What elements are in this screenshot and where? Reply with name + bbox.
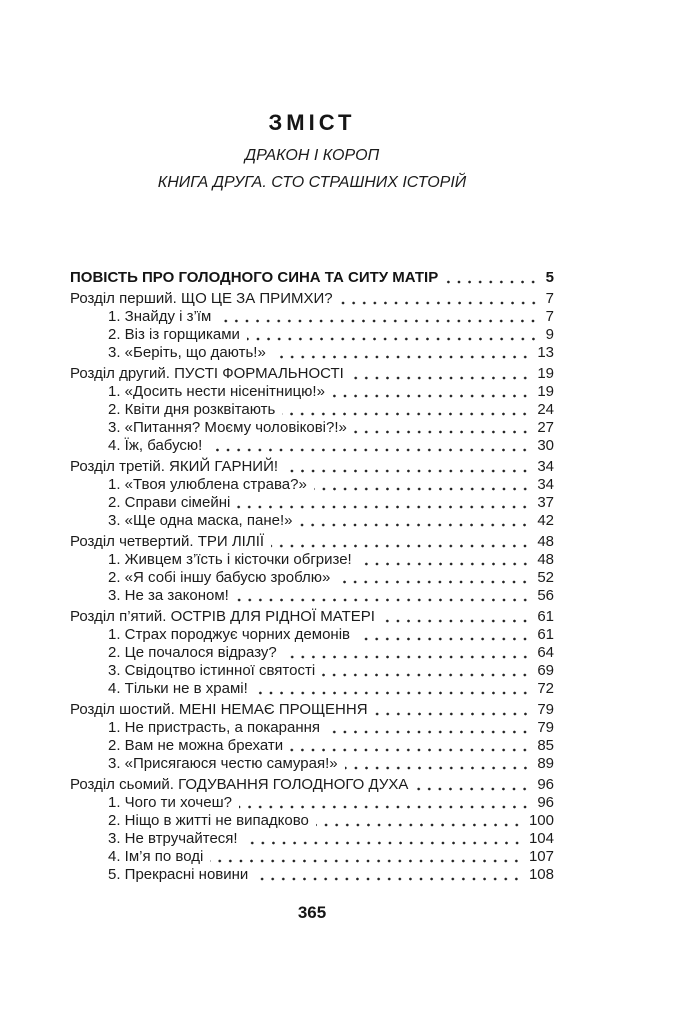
- toc-entry-label: 3. «Ще одна маска, пане!»: [108, 512, 293, 529]
- toc-entry-label: Розділ сьомий. ГОДУВАННЯ ГОЛОДНОГО ДУХА: [70, 776, 409, 793]
- toc-entry-page: 19: [537, 365, 554, 382]
- toc-entry-page: 107: [528, 848, 554, 865]
- toc-entry-page: 52: [537, 569, 554, 586]
- toc-entry-label: 4. Їж, бабусю!: [108, 437, 203, 454]
- toc-entry-page: 27: [537, 419, 554, 436]
- toc-entry-page: 79: [537, 719, 554, 736]
- toc-entry-page: 30: [537, 437, 554, 454]
- toc-entry-label: 4. Ім’я по воді: [108, 848, 204, 865]
- page-title: ЗМІСТ: [268, 110, 356, 135]
- dot-leader: [218, 308, 538, 326]
- toc-entry-page: 5: [545, 269, 554, 286]
- toc-entry-page: 69: [537, 662, 554, 679]
- toc-entry-label: 3. «Беріть, що дають!»: [108, 344, 266, 361]
- toc-entry: [70, 626, 554, 644]
- toc-entry-label: 1. Живцем з’їсть і кісточки обгризе!: [108, 551, 352, 568]
- toc-entry-label: Розділ третій. ЯКИЙ ГАРНИЙ!: [70, 458, 279, 475]
- toc-entry: [70, 701, 554, 719]
- dot-leader: [255, 866, 522, 884]
- dot-leader: [337, 569, 530, 587]
- dot-leader: [290, 737, 530, 755]
- toc-entry: [70, 830, 554, 848]
- toc-entry-label: 1. Чого ти хочеш?: [108, 794, 232, 811]
- toc-entry: [70, 755, 554, 773]
- toc-entry: [70, 419, 554, 437]
- toc-entry-page: 79: [537, 701, 554, 718]
- dot-leader: [351, 365, 531, 383]
- dot-leader: [271, 533, 530, 551]
- dot-leader: [237, 494, 530, 512]
- dot-leader: [282, 401, 530, 419]
- toc-entry: [70, 290, 554, 308]
- toc-entry-label: Розділ п’ятий. ОСТРІВ ДЛЯ РІДНОЇ МАТЕРІ: [70, 608, 375, 625]
- toc-entry: [70, 494, 554, 512]
- toc-entry-page: 61: [537, 608, 554, 625]
- dot-leader: [322, 662, 530, 680]
- toc-entry-page: 24: [537, 401, 554, 418]
- toc-entry: [70, 608, 554, 626]
- dot-leader: [210, 848, 522, 866]
- toc-entry-page: 48: [537, 551, 554, 568]
- toc-entry-label: 3. Не за законом!: [108, 587, 229, 604]
- toc-entry-label: 4. Тільки не в храмі!: [108, 680, 248, 697]
- toc-entry-page: 61: [537, 626, 554, 643]
- toc-entry-label: 2. Це почалося відразу?: [108, 644, 277, 661]
- toc-entry-page: 34: [537, 458, 554, 475]
- toc-entry-page: 85: [537, 737, 554, 754]
- toc-entry-page: 96: [537, 794, 554, 811]
- toc-entry: [70, 587, 554, 605]
- dot-leader: [332, 383, 530, 401]
- toc-entry-label: 2. Віз із горщиками: [108, 326, 240, 343]
- toc-entry-label: ПОВІСТЬ ПРО ГОЛОДНОГО СИНА ТА СИТУ МАТІР: [70, 269, 439, 286]
- dot-leader: [382, 608, 530, 626]
- dot-leader: [340, 290, 539, 308]
- dot-leader: [327, 719, 530, 737]
- toc-entry: [70, 308, 554, 326]
- toc-entry: [70, 866, 554, 884]
- toc-entry-page: 96: [537, 776, 554, 793]
- book-title: ДРАКОН І КОРОП: [244, 147, 380, 164]
- toc-entry: [70, 326, 554, 344]
- dot-leader: [239, 794, 530, 812]
- toc-entry-label: Розділ шостий. МЕНІ НЕМАЄ ПРОЩЕННЯ: [70, 701, 368, 718]
- toc-entry-page: 89: [537, 755, 554, 772]
- toc-entry: [70, 569, 554, 587]
- toc-entry-label: 5. Прекрасні новини: [108, 866, 249, 883]
- toc-entry: [70, 437, 554, 455]
- toc-entry: [70, 512, 554, 530]
- dot-leader: [236, 587, 531, 605]
- dot-leader: [255, 680, 531, 698]
- dot-leader: [345, 755, 531, 773]
- toc-entry-label: 1. Страх породжує чорних демонів: [108, 626, 350, 643]
- toc-entry-label: Розділ перший. ЩО ЦЕ ЗА ПРИМХИ?: [70, 290, 333, 307]
- toc-entry: [70, 812, 554, 830]
- toc-entry-page: 100: [528, 812, 554, 829]
- dot-leader: [357, 626, 530, 644]
- toc-entry-page: 9: [545, 326, 554, 343]
- toc-entry: [70, 458, 554, 476]
- toc-entry: [70, 269, 554, 287]
- toc-entry: [70, 365, 554, 383]
- dot-leader: [247, 326, 539, 344]
- toc-entry-page: 7: [545, 308, 554, 325]
- toc-entry-page: 56: [537, 587, 554, 604]
- book-subtitle: КНИГА ДРУГА. СТО СТРАШНИХ ІСТОРІЙ: [157, 174, 467, 191]
- dot-leader: [316, 812, 522, 830]
- dot-leader: [284, 644, 531, 662]
- content-column: [70, 0, 554, 922]
- toc-entry: [70, 344, 554, 362]
- dot-leader: [354, 419, 530, 437]
- dot-leader: [314, 476, 530, 494]
- toc-entry: [70, 401, 554, 419]
- toc-entry-label: 2. Справи сімейні: [108, 494, 231, 511]
- toc-entry-label: 3. Не втручайтеся!: [108, 830, 238, 847]
- toc-entry: [70, 680, 554, 698]
- toc-entry-page: 48: [537, 533, 554, 550]
- toc-entry: [70, 533, 554, 551]
- toc-entry: [70, 737, 554, 755]
- toc-entry: [70, 719, 554, 737]
- toc-entry-label: Розділ четвертий. ТРИ ЛІЛІЇ: [70, 533, 265, 550]
- toc-entry-label: 1. «Досить нести нісенітницю!»: [108, 383, 325, 400]
- page-number: 365: [297, 903, 327, 922]
- dot-leader: [415, 776, 530, 794]
- dot-leader: [273, 344, 531, 362]
- toc-entry-page: 7: [545, 290, 554, 307]
- dot-leader: [299, 512, 530, 530]
- toc-entry-label: 2. Ніщо в житті не випадково: [108, 812, 309, 829]
- toc-entry-page: 104: [528, 830, 554, 847]
- toc-entry-label: 1. Знайду і з’їм: [108, 308, 212, 325]
- toc-entry-page: 72: [537, 680, 554, 697]
- toc-entry: [70, 551, 554, 569]
- toc-entry: [70, 776, 554, 794]
- toc-entry: [70, 383, 554, 401]
- toc-entry: [70, 662, 554, 680]
- toc-entry-label: 3. Свідоцтво істинної святості: [108, 662, 316, 679]
- dot-leader: [245, 830, 522, 848]
- toc-entry-label: 2. Вам не можна брехати: [108, 737, 284, 754]
- toc-entry-label: 1. «Твоя улюблена страва?»: [108, 476, 307, 493]
- toc-entry-label: 3. «Присягаюся честю самурая!»: [108, 755, 338, 772]
- dot-leader: [359, 551, 531, 569]
- toc-entry-page: 34: [537, 476, 554, 493]
- toc-entry-page: 42: [537, 512, 554, 529]
- toc-entry-page: 108: [528, 866, 554, 883]
- toc-entry: [70, 644, 554, 662]
- toc-entry-label: 2. «Я собі іншу бабусю зроблю»: [108, 569, 331, 586]
- toc-entry-page: 13: [537, 344, 554, 361]
- toc-list: [70, 269, 554, 884]
- dot-leader: [285, 458, 530, 476]
- toc-entry-page: 19: [537, 383, 554, 400]
- toc-entry-page: 64: [537, 644, 554, 661]
- toc-entry-page: 37: [537, 494, 554, 511]
- toc-entry: [70, 794, 554, 812]
- toc-entry-label: 2. Квіти дня розквітають: [108, 401, 276, 418]
- dot-leader: [209, 437, 530, 455]
- toc-entry-label: 3. «Питання? Моєму чоловікові?!»: [108, 419, 347, 436]
- toc-entry-label: 1. Не пристрасть, а покарання: [108, 719, 321, 736]
- dot-leader: [445, 269, 538, 287]
- toc-entry: [70, 476, 554, 494]
- dot-leader: [375, 701, 531, 719]
- toc-entry-label: Розділ другий. ПУСТІ ФОРМАЛЬНОСТІ: [70, 365, 344, 382]
- toc-entry: [70, 848, 554, 866]
